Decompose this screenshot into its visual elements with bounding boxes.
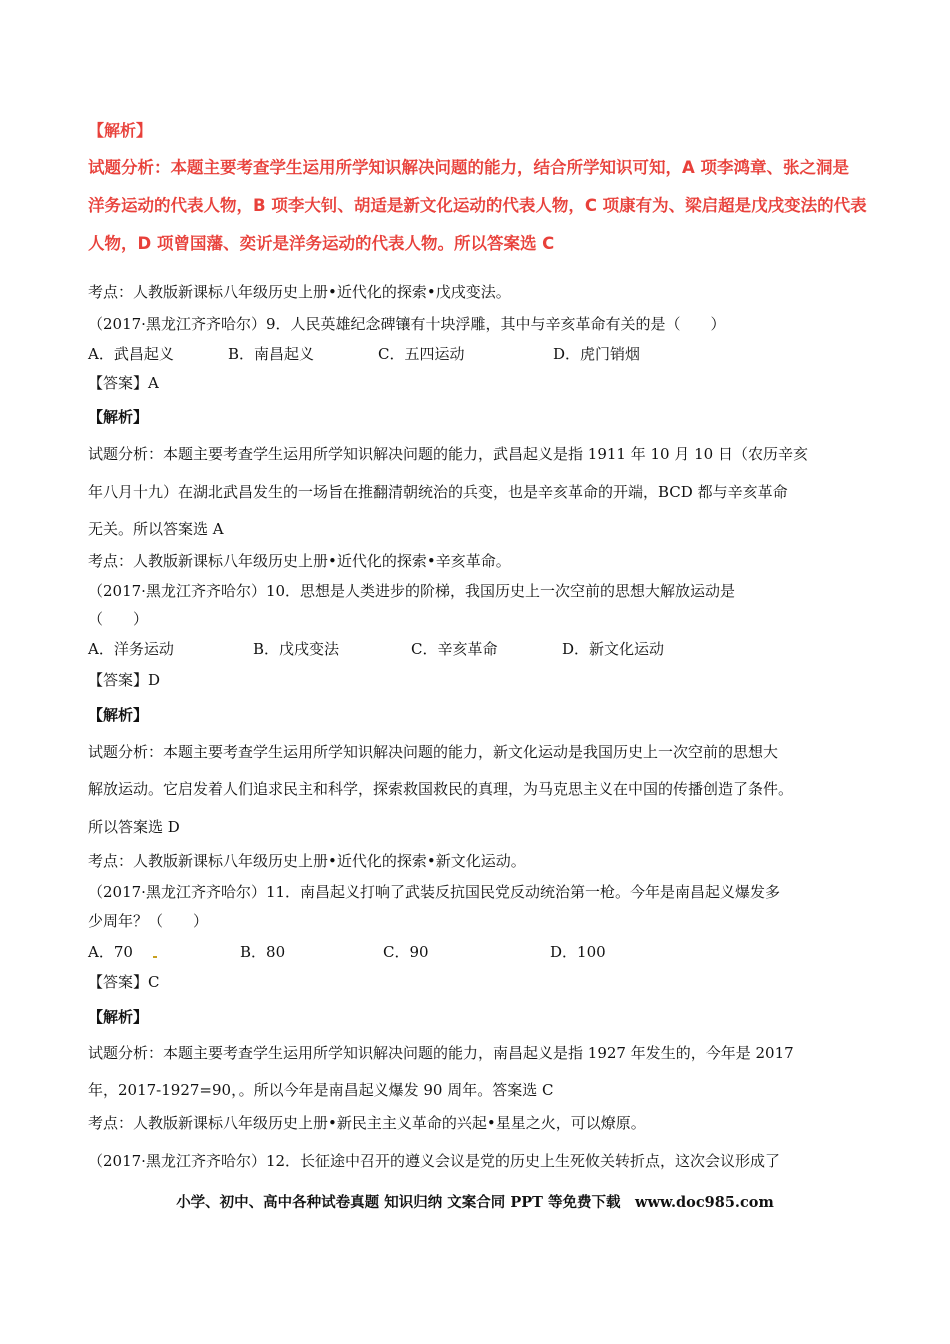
- q9-kaodian: 考点：人教版新课标八年级历史上册•近代化的探索•辛亥革命。: [88, 552, 511, 570]
- q10-option-a: A．洋务运动: [88, 640, 174, 658]
- q9-option-a: A．武昌起义: [88, 345, 174, 363]
- q10-answer: 【答案】D: [88, 671, 161, 689]
- q8-analysis-heading: 【解析】: [88, 121, 153, 140]
- q9-options: [88, 343, 848, 363]
- q11-option-c: C．90: [383, 943, 429, 961]
- q9-stem: （2017·黑龙江齐齐哈尔）9．人民英雄纪念碑镶有十块浮雕，其中与辛亥革命有关的是（ ）: [88, 315, 726, 333]
- q11-analysis-line-1: 试题分析：本题主要考查学生运用所学知识解决问题的能力，南昌起义是指 1927 年发生的，今年是 2017: [88, 1044, 794, 1062]
- q10-option-d: D．新文化运动: [562, 640, 665, 658]
- q11-options: [88, 941, 848, 961]
- q9-answer: 【答案】A: [88, 374, 159, 392]
- q10-stem-line-2: （ ）: [88, 610, 149, 628]
- q10-analysis-line-1: 试题分析：本题主要考查学生运用所学知识解决问题的能力，新文化运动是我国历史上一次空前的思想大: [88, 743, 779, 761]
- q10-option-c: C．辛亥革命: [411, 640, 498, 658]
- q9-option-d: D．虎门销烟: [553, 345, 641, 363]
- q11-stem-line-1: （2017·黑龙江齐齐哈尔）11．南昌起义打响了武装反抗国民党反动统治第一枪。今年是南昌起义爆发多: [88, 883, 781, 901]
- page-footer: 小学、初中、高中各种试卷真题 知识归纳 文案合同 PPT 等免费下载 www.doc985.com: [176, 1194, 774, 1211]
- q9-option-b: B．南昌起义: [228, 345, 315, 363]
- q11-stem-line-2: 少周年？（ ）: [88, 912, 209, 930]
- stray-mark: [153, 956, 157, 958]
- q8-analysis-line-3: 人物，D 项曾国藩、奕䜣是洋务运动的代表人物。所以答案选 C: [88, 234, 555, 253]
- q10-option-b: B．戊戌变法: [253, 640, 340, 658]
- q9-analysis-line-2: 年八月十九）在湖北武昌发生的一场旨在推翻清朝统治的兵变，也是辛亥革命的开端，BCD 都与辛亥革命: [88, 483, 788, 501]
- q11-option-b: B．80: [240, 943, 286, 961]
- q10-stem-line-1: （2017·黑龙江齐齐哈尔）10．思想是人类进步的阶梯，我国历史上一次空前的思想大解放运动是: [88, 582, 736, 600]
- q9-option-c: C．五四运动: [378, 345, 465, 363]
- q11-answer: 【答案】C: [88, 973, 160, 991]
- q9-analysis-heading: 【解析】: [88, 408, 149, 426]
- q8-kaodian: 考点：人教版新课标八年级历史上册•近代化的探索•戊戌变法。: [88, 283, 511, 301]
- q8-analysis-line-1: 试题分析：本题主要考查学生运用所学知识解决问题的能力，结合所学知识可知，A 项李鸿章、张之洞是: [88, 158, 850, 177]
- q9-analysis-line-1: 试题分析：本题主要考查学生运用所学知识解决问题的能力，武昌起义是指 1911 年 10 月 10 日（农历辛亥: [88, 445, 808, 463]
- q11-kaodian: 考点：人教版新课标八年级历史上册•新民主主义革命的兴起•星星之火，可以燎原。: [88, 1114, 646, 1132]
- q10-kaodian: 考点：人教版新课标八年级历史上册•近代化的探索•新文化运动。: [88, 852, 526, 870]
- q8-analysis-line-2: 洋务运动的代表人物，B 项李大钊、胡适是新文化运动的代表人物，C 项康有为、梁启超是戊戌变法的代表: [88, 196, 867, 215]
- q11-option-a: A．70: [88, 943, 133, 961]
- q10-analysis-line-2: 解放运动。它启发着人们追求民主和科学，探索救国救民的真理，为马克思主义在中国的传播创造了条件。: [88, 780, 794, 798]
- q12-stem: （2017·黑龙江齐齐哈尔）12．长征途中召开的遵义会议是党的历史上生死攸关转折点，这次会议形成了: [88, 1152, 781, 1170]
- q10-analysis-line-3: 所以答案选 D: [88, 818, 180, 836]
- q11-analysis-line-2: 年，2017-1927=90，。所以今年是南昌起义爆发 90 周年。答案选 C: [88, 1081, 554, 1099]
- q9-analysis-line-3: 无关。所以答案选 A: [88, 520, 224, 538]
- q11-option-d: D．100: [550, 943, 606, 961]
- q10-options: [88, 638, 848, 658]
- q11-analysis-heading: 【解析】: [88, 1008, 149, 1026]
- q10-analysis-heading: 【解析】: [88, 706, 149, 724]
